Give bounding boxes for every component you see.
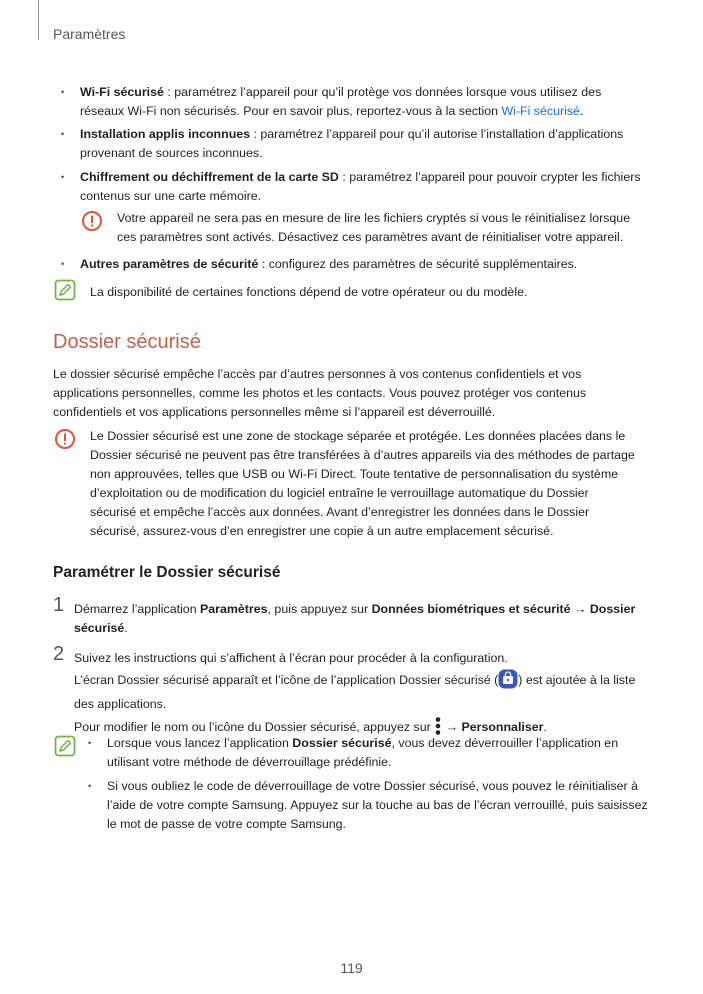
subsection-title: Paramétrer le Dossier sécurisé xyxy=(53,564,281,581)
note-bullet-1: • Lorsque vous lancez l’application Dossier sécurisé, vous devez déverrouiller l’application en utilisant votre méthode de déverrouillage prédéfinie. xyxy=(88,734,648,772)
page-header: Paramètres xyxy=(53,26,126,42)
step-number-2: 2 xyxy=(53,643,65,665)
link-wifi-securise[interactable]: Wi-Fi sécurisé xyxy=(501,104,580,118)
note-icon xyxy=(54,279,76,306)
warning-sd-text: Votre appareil ne sera pas en mesure de lire les fichiers cryptés si vous le réinitialisez lorsque ces paramètres sont activés. Désactivez ces paramètres avant de réinitialiser votre appareil. xyxy=(117,211,631,244)
bullet-wifi-securise: • Wi-Fi sécurisé : paramétrez l’appareil pour qu’il protège vos données lorsque vous utilisez des réseaux Wi-Fi non sécurisés. Pour en savoir plus, reportez-vous à la section Wi-Fi sécurisé. xyxy=(61,83,641,121)
step-2: Suivez les instructions qui s’affichent à l’écran pour procéder à la configuration. L’écran Dossier sécurisé apparaît et l’icône de l’application Dossier sécurisé ( ) est ajoutée à la liste des applications. Pour modifier le nom ou l’icône du Dossier sécurisé, appuyez sur → Personnaliser. xyxy=(74,649,649,742)
bullet-installation-applis: • Installation applis inconnues : paramétrez l’appareil pour qu’il autorise l’installation d’applications provenant de sources inconnues. xyxy=(61,125,641,163)
page-number: 119 xyxy=(340,960,363,976)
note-operator-text: La disponibilité de certaines fonctions dépend de votre opérateur ou du modèle. xyxy=(90,285,528,299)
secure-folder-icon xyxy=(498,669,518,695)
section-title: Dossier sécurisé xyxy=(53,331,201,353)
step-1: Démarrez l’application Paramètres, puis appuyez sur Données biométriques et sécurité → Dossier sécurisé. xyxy=(74,602,636,635)
warning-icon xyxy=(81,210,103,237)
warning-icon xyxy=(54,428,76,455)
note-bullet-2: • Si vous oubliez le code de déverrouillage de votre Dossier sécurisé, vous pouvez le réinitialiser à l’aide de votre compte Samsung. Appuyez sur la touche au bas de l’écran verrouillé, puis saisissez le mot de passe de votre compte Samsung. xyxy=(88,777,648,834)
note-icon xyxy=(54,735,76,762)
section-warning-text: Le Dossier sécurisé est une zone de stockage séparée et protégée. Les données placées dans le Dossier sécurisé ne peuvent pas être transférées à d’autres appareils via des méthodes de partage non approuvées, telles que USB ou Wi-Fi Direct. Toute tentative de personnalisation du système d’exploitation ou de modification du logiciel entraîne le verrouillage automatique du Dossier sécurisé et empêche l’accès aux données. Avant d’enregistrer les données dans le Dossier sécurisé, assurez-vous d’en enregistrer une copie à un autre emplacement sécurisé. xyxy=(90,429,635,538)
step-2-rename-line: Pour modifier le nom ou l’icône du Dossier sécurisé, appuyez sur → Personnaliser. xyxy=(74,716,649,742)
bullet-chiffrement-sd: • Chiffrement ou déchiffrement de la carte SD : paramétrez l’appareil pour pouvoir crypter les fichiers contenus sur une carte mémoire. xyxy=(61,168,641,206)
step-number-1: 1 xyxy=(53,594,65,616)
bullet-autres-parametres: • Autres paramètres de sécurité : configurez des paramètres de sécurité supplémentaires. xyxy=(61,255,641,274)
step-2-icon-line: L’écran Dossier sécurisé apparaît et l’icône de l’application Dossier sécurisé ( ) est ajoutée à la liste des applications. xyxy=(74,669,649,714)
section-intro: Le dossier sécurisé empêche l’accès par d’autres personnes à vos contenus confidentiels et vos applications personnelles, comme les photos et les contacts. Vous pouvez protéger vos contenus confidentiels et vos applications personnelles même si l’appareil est déverrouillé. xyxy=(53,367,587,419)
margin-line xyxy=(38,0,39,40)
